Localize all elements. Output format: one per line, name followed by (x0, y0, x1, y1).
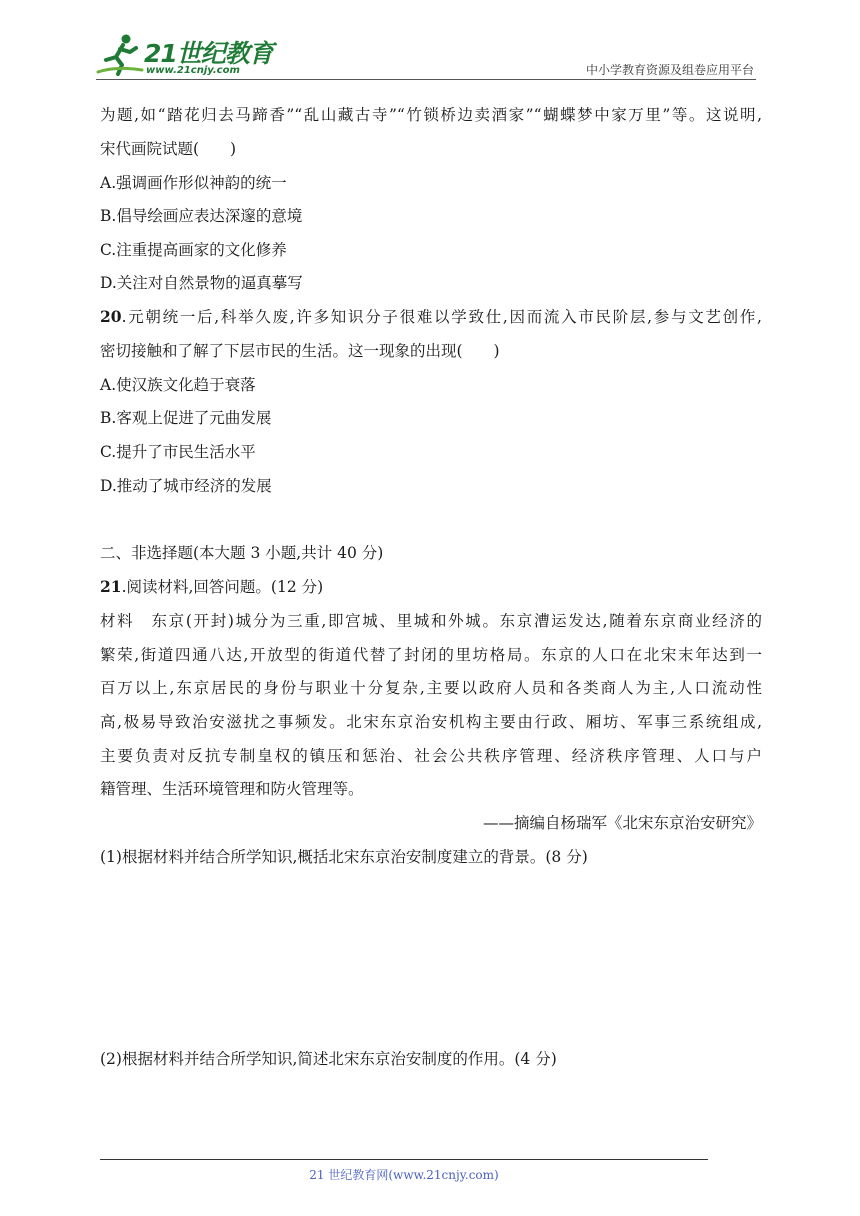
logo (96, 30, 273, 80)
q21-subquestion-2: (2)根据材料并结合所学知识,简述北宋东京治安制度的作用。(4 分) (100, 1050, 557, 1068)
platform-name: 中小学教育资源及组卷应用平台 (585, 63, 754, 77)
q19-option-b: B.倡导绘画应表达深邃的意境 (100, 207, 303, 225)
q20-option-c: C.提升了市民生活水平 (100, 443, 256, 461)
q21-material-line-5: 主要负责对反抗专制皇权的镇压和惩治、社会公共秩序管理、经济秩序管理、人口与户 (100, 747, 762, 765)
logo-url: www.21cnjy.com (146, 65, 240, 76)
q21-material-line-6: 籍管理、生活环境管理和防火管理等。 (100, 780, 364, 798)
q21-material-line-4: 高,极易导致治安滋扰之事频发。北宋东京治安机构主要由行政、厢坊、军事三系统组成, (100, 713, 762, 731)
q19-option-a: A.强调画作形似神韵的统一 (100, 174, 287, 192)
q20-number: 20 (100, 307, 122, 326)
q21-title-text: .阅读材料,回答问题。(12 分) (121, 578, 324, 596)
q20-text-line-1 (100, 307, 762, 327)
q20-text-line-2: 密切接触和了解了下层市民的生活。这一现象的出现( ) (100, 342, 500, 360)
q21-title (100, 577, 323, 597)
footer-divider (100, 1159, 708, 1160)
q21-subquestion-1: (1)根据材料并结合所学知识,概括北宋东京治安制度建立的背景。(8 分) (100, 848, 588, 866)
q20-option-a: A.使汉族文化趋于衰落 (100, 376, 256, 394)
q19-text-line-2: 宋代画院试题( ) (100, 140, 237, 158)
page-header (0, 0, 860, 90)
q19-option-c: C.注重提高画家的文化修养 (100, 241, 287, 259)
q21-material-line-1: 材料 东京(开封)城分为三重,即宫城、里城和外城。东京漕运发达,随着东京商业经济的 (100, 612, 762, 630)
q21-source: ——摘编自杨瑞军《北宋东京治安研究》 (482, 814, 762, 832)
q21-material-line-3: 百万以上,东京居民的身份与职业十分复杂,主要以政府人员和各类商人为主,人口流动性 (100, 679, 762, 697)
q20-option-b: B.客观上促进了元曲发展 (100, 409, 272, 427)
q21-number: 21 (100, 577, 122, 596)
logo-text: 21世纪教育 (144, 39, 273, 68)
q19-text-line-1: 为题,如“踏花归去马蹄香”“乱山藏古寺”“竹锁桥边卖酒家”“蝴蝶梦中家万里”等。这说明, (100, 106, 762, 124)
q20-option-d: D.推动了城市经济的发展 (100, 477, 272, 495)
q19-option-d: D.关注对自然景物的逼真摹写 (100, 274, 303, 292)
header-divider (96, 79, 756, 80)
section-heading: 二、非选择题(本大题 3 小题,共计 40 分) (100, 544, 384, 562)
footer-text: 21 世纪教育网(www.21cnjy.com) (309, 1168, 499, 1182)
q20-text: .元朝统一后,科举久废,许多知识分子很难以学致仕,因而流入市民阶层,参与文艺创作, (121, 308, 762, 326)
q21-material-line-2: 繁荣,街道四通八达,开放型的街道代替了封闭的里坊格局。东京的人口在北宋末年达到一 (100, 646, 762, 664)
running-man-icon (96, 32, 144, 76)
